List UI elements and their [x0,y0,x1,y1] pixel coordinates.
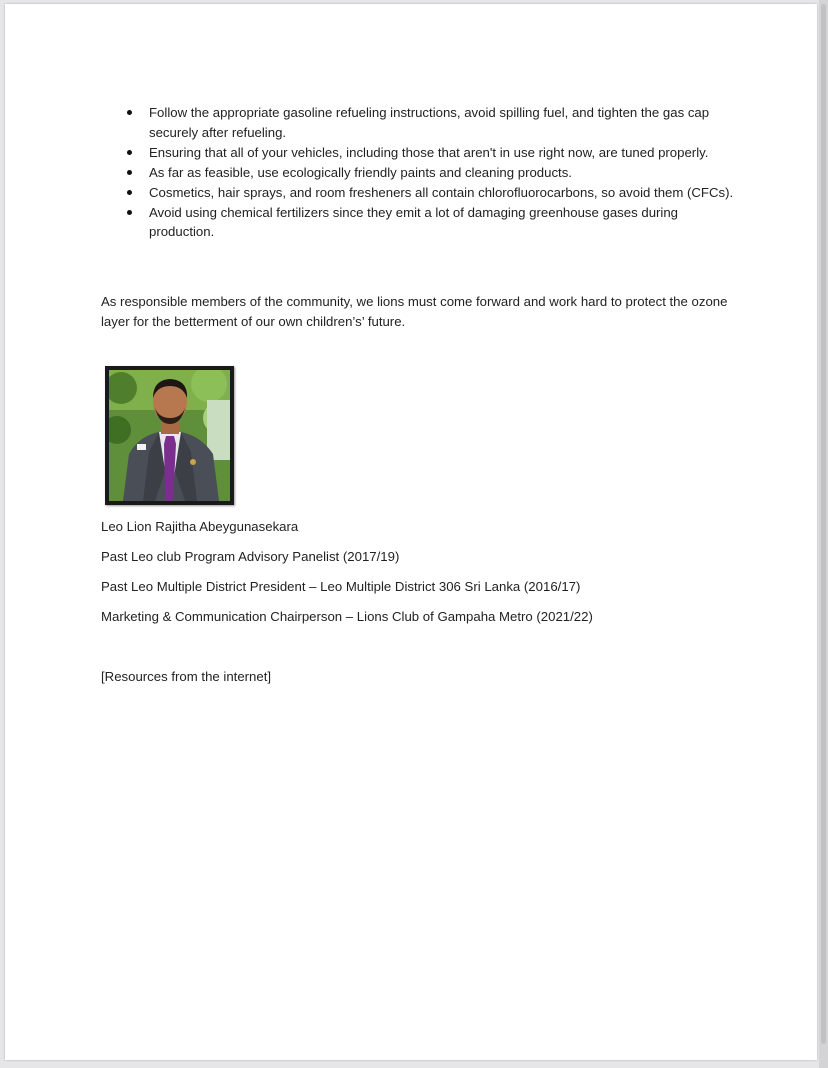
bullet-text: Ensuring that all of your vehicles, including those that aren't in use right now, are tuned properly. [149,144,709,160]
author-photo [109,370,230,501]
resources-note: [Resources from the internet] [101,669,272,684]
scrollbar-thumb[interactable] [821,4,826,1044]
list-item [123,103,743,142]
bullet-text: Follow the appropriate gasoline refueling instructions, avoid spilling fuel, and tighten the gas cap securely after refueling. [149,105,710,140]
list-item [123,143,743,163]
bullet-text: Cosmetics, hair sprays, and room fresheners all contain chlorofluorocarbons, so avoid them (CFCs). [149,184,734,200]
bullet-list [123,103,743,242]
bullet-text: Avoid using chemical fertilizers since they emit a lot of damaging greenhouse gases during production. [149,204,679,240]
list-item [123,163,743,183]
author-name: Leo Lion Rajitha Abeygunasekara [101,519,299,534]
list-item [123,203,743,242]
bullet-icon [127,190,132,195]
bullet-icon [127,110,132,115]
document-page [5,4,817,1060]
closing-paragraph: As responsible members of the community, we lions must come forward and work hard to protect the ozone layer for the betterment of our own children’s’ future. [101,294,728,329]
vertical-scrollbar[interactable] [819,0,828,1068]
author-role: Marketing & Communication Chairperson – Lions Club of Gampaha Metro (2021/22) [101,609,593,624]
author-photo-frame [105,366,234,505]
list-item [123,183,743,203]
bullet-icon [127,170,132,175]
bullet-text: As far as feasible, use ecologically friendly paints and cleaning products. [149,164,572,180]
bullet-icon [127,210,132,215]
author-role: Past Leo club Program Advisory Panelist (2017/19) [101,549,400,564]
author-role: Past Leo Multiple District President – Leo Multiple District 306 Sri Lanka (2016/17) [101,579,581,594]
bullet-icon [127,150,132,155]
